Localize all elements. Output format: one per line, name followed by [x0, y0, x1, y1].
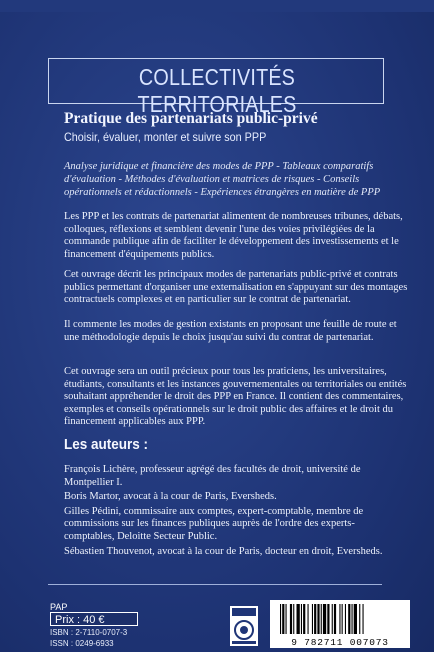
barcode-bar	[301, 604, 302, 634]
barcode-bar	[286, 604, 287, 634]
description-paragraph: Cet ouvrage sera un outil précieux pour tous les praticiens, les universitaires, étudiants, consultants et les instances gouvernementales ou territoriales ou entités souhaitant appréhender le droit des PPP en France. Il contient des commentaires, exemples et conseils opérationnels sur le droit public des affaires et le droit du financement applicables aux PPP.	[64, 366, 407, 428]
barcode-bar	[293, 604, 294, 634]
barcode-bar	[290, 604, 292, 634]
isbn-label: ISBN : 2-7110-0707-3	[50, 628, 128, 637]
barcode-bar	[321, 604, 322, 634]
barcode-bar	[359, 604, 360, 634]
authors-list	[64, 464, 404, 560]
barcode-bar	[312, 604, 313, 634]
barcode-bar	[352, 604, 353, 634]
description-paragraph: Il commente les modes de gestion existants en proposant une feuille de route et une méthodologie depuis le choix jusqu'au suivi du contrat de partenariat.	[64, 319, 397, 343]
barcode-bar	[332, 604, 333, 634]
author-entry: Sébastien Thouvenot, avocat à la cour de Paris, docteur en droit, Eversheds.	[64, 545, 383, 557]
barcode-bar	[354, 604, 357, 634]
top-band	[0, 0, 434, 12]
barcode-bar	[342, 604, 343, 634]
barcode-bar	[314, 604, 316, 634]
series-title: COLLECTIVITÉS TERRITORIALES	[137, 64, 297, 117]
barcode-bar	[323, 604, 326, 634]
barcode-bar	[327, 604, 329, 634]
barcode-bars	[270, 600, 410, 638]
barcode-bar	[280, 604, 281, 634]
pap-label: PAP	[50, 602, 68, 612]
barcode-bar	[282, 604, 284, 634]
description-paragraph: Les PPP et les contrats de partenariat alimentent de nombreuses tribunes, débats, colloques, réflexions et semblent devenir l'une des voies privilégiées de la commande publique afin de faciliter le développement des investissements et le financement d'équipements publics.	[64, 211, 403, 260]
author-entry: François Lichère, professeur agrégé des facultés de droit, université de Montpellier I.	[64, 464, 361, 488]
barcode-bar	[297, 604, 300, 634]
keywords-summary: Analyse juridique et financière des modes de PPP - Tableaux comparatifs d'évaluation - Méthodes d'évaluation et matrices de risques - Conseils opérationnels et rédactionnels - Expériences étrangères en matière de PPP	[64, 161, 381, 198]
barcode-bar	[334, 604, 336, 634]
price-label: Prix : 40 €	[50, 612, 138, 626]
barcode-digits: 9 782711 007073	[291, 637, 389, 648]
book-title: Pratique des partenariats public-privé	[64, 110, 318, 127]
author-entry: Gilles Pédini, commissaire aux comptes, expert-comptable, membre de commissions sur les finances publiques auprès de l'ordre des experts-comptables, Deloitte Secteur Public.	[64, 505, 364, 542]
barcode-bar	[317, 604, 319, 634]
issn-label: ISSN : 0249-6933	[50, 639, 114, 648]
author-entry: Boris Martor, avocat à la cour de Paris, Eversheds.	[64, 491, 277, 503]
barcode-bar	[339, 604, 340, 634]
description-paragraph: Cet ouvrage décrit les principaux modes de partenariats public-privé et contrats publics permettant d'organiser une externalisation en s'appuyant sur des montages contractuels complexes et en particulier sur le contrat de partenariat.	[64, 269, 408, 306]
barcode-bar	[345, 604, 346, 634]
barcode-bar	[348, 604, 350, 634]
publisher-logo-icon	[230, 606, 258, 646]
authors-heading: Les auteurs :	[64, 436, 149, 453]
footer-divider	[48, 584, 382, 585]
barcode-bar	[363, 604, 364, 634]
book-subtitle: Choisir, évaluer, monter et suivre son PPP	[64, 130, 267, 144]
barcode-bar	[308, 604, 309, 634]
barcode-bar	[303, 604, 305, 634]
